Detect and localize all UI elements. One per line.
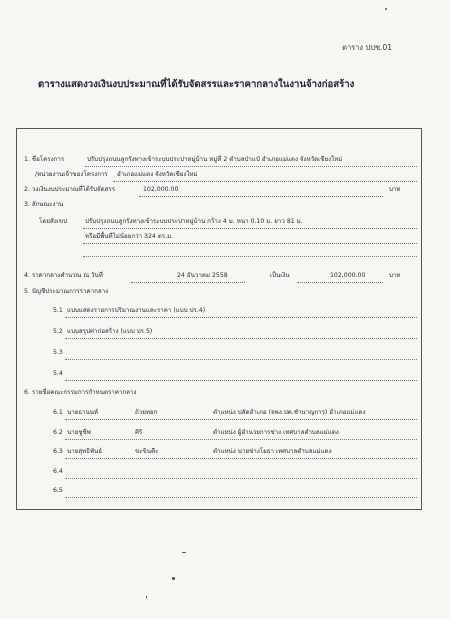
form-code: ตาราง ปปช.01	[342, 43, 392, 52]
item3-line3-underline	[83, 256, 417, 257]
scan-speck	[182, 552, 186, 553]
item5-entry-underline	[65, 380, 417, 381]
item6-member-last: ศิริ	[135, 429, 143, 436]
item4-amount-underline	[297, 282, 383, 283]
item6-member-first: นายชูชีพ	[67, 429, 91, 436]
item5-entry-num: 5.4	[53, 370, 63, 377]
item4-date: 24 ธันวาคม 2558	[177, 272, 228, 279]
item1-agency-value: อำเภอแม่แตง จังหวัดเชียงใหม่	[117, 171, 198, 178]
item5-entry-num: 5.2	[53, 328, 63, 335]
item3-line2: หรือมีพื้นที่ไม่น้อยกว่า 324 ตร.ม.	[85, 233, 174, 240]
scan-speck	[385, 8, 387, 10]
item1-project-name: ปรับปรุงถนนลูกรังทางเข้าระบบประปาหมู่บ้าน หมู่ที่ 2 ตำบลป่าแป๋ อำเภอแม่แตง จังหวัดเชียงใหม่	[87, 156, 343, 163]
item6-member-position: ตำแหน่ง ปลัดอำเภอ (จพง.ปค.ชำนาญการ) อำเภอแม่แตง	[213, 409, 366, 416]
item6-member-position: ตำแหน่ง นายช่างโยธา เทศบาลตำบลแม่แตง	[213, 448, 332, 455]
item2-value: 102,000.00	[143, 186, 179, 193]
item3-label: 3. ลักษณะงาน	[24, 201, 64, 208]
item6-member-num: 6.3	[53, 448, 63, 455]
item6-member-last: ขะขินคีะ	[135, 448, 159, 455]
item6-member-first: นายธานนท์	[67, 409, 99, 416]
item6-member-underline	[65, 439, 417, 440]
item5-entry-underline	[65, 359, 417, 360]
item1-underline	[85, 166, 417, 167]
item6-member-position: ตำแหน่ง ผู้อำนวยการช่าง เทศบาลตำบลแม่แตง	[213, 429, 339, 436]
item6-member-last: ถ้วยทอก	[135, 409, 158, 416]
item6-member-underline	[65, 419, 417, 420]
item6-member-underline	[65, 478, 417, 479]
item3-line1-underline	[83, 228, 417, 229]
item3-line2-underline	[83, 243, 417, 244]
item5-entry-num: 5.3	[53, 349, 63, 356]
item2-unit: บาท	[389, 186, 401, 193]
item6-member-num: 6.1	[53, 409, 63, 416]
scan-speck	[172, 577, 175, 580]
item1-label: 1. ชื่อโครงการ	[24, 156, 65, 163]
form-box	[16, 128, 422, 510]
item5-entry-text: แบบสรุปค่าก่อสร้าง (แบบ ปร.5)	[67, 328, 153, 335]
item5-label: 5. บัญชีประมาณการราคากลาง	[24, 288, 109, 295]
item3-line1: ปรับปรุงถนนลูกรังทางเข้าระบบประปาหมู่บ้าน กว้าง 4 ม. หนา 0.10 ม. ยาว 81 ม.	[85, 218, 303, 225]
item2-label: 2. วงเงินงบประมาณที่ได้รับจัดสรร	[24, 186, 116, 193]
item3-sub-label: โดยสังเขป	[39, 218, 68, 225]
item5-entry-underline	[65, 338, 417, 339]
item6-member-first: นายสุทธิพันธ์	[67, 448, 103, 455]
item4-amount-label: เป็นเงิน	[270, 272, 290, 279]
item6-member-underline	[65, 497, 417, 498]
item2-underline	[139, 196, 383, 197]
item5-entry-underline	[65, 317, 417, 318]
item4-unit: บาท	[389, 272, 401, 279]
item5-entry-num: 5.1	[53, 307, 63, 314]
item6-member-underline	[65, 458, 417, 459]
item4-label: 4. ราคากลางคำนวณ ณ วันที่	[24, 272, 103, 279]
item4-date-underline	[131, 282, 245, 283]
item5-entry-text: แบบแสดงรายการปริมาณงานและราคา (แบบ ปร.4)	[67, 307, 206, 314]
item1-agency-underline	[113, 181, 417, 182]
item6-member-num: 6.5	[53, 487, 63, 494]
item4-amount: 102,000.00	[330, 272, 366, 279]
item1-agency-label: /หน่วยงานเจ้าของโครงการ	[35, 171, 108, 178]
scan-speck	[146, 596, 147, 598]
page-title: ตารางแสดงวงเงินงบประมาณที่ได้รับจัดสรรและราคากลางในงานจ้างก่อสร้าง	[38, 79, 355, 90]
item6-member-num: 6.4	[53, 468, 63, 475]
item6-label: 6. รายชื่อคณะกรรมการกำหนดราคากลาง	[24, 389, 137, 396]
item6-member-num: 6.2	[53, 429, 63, 436]
